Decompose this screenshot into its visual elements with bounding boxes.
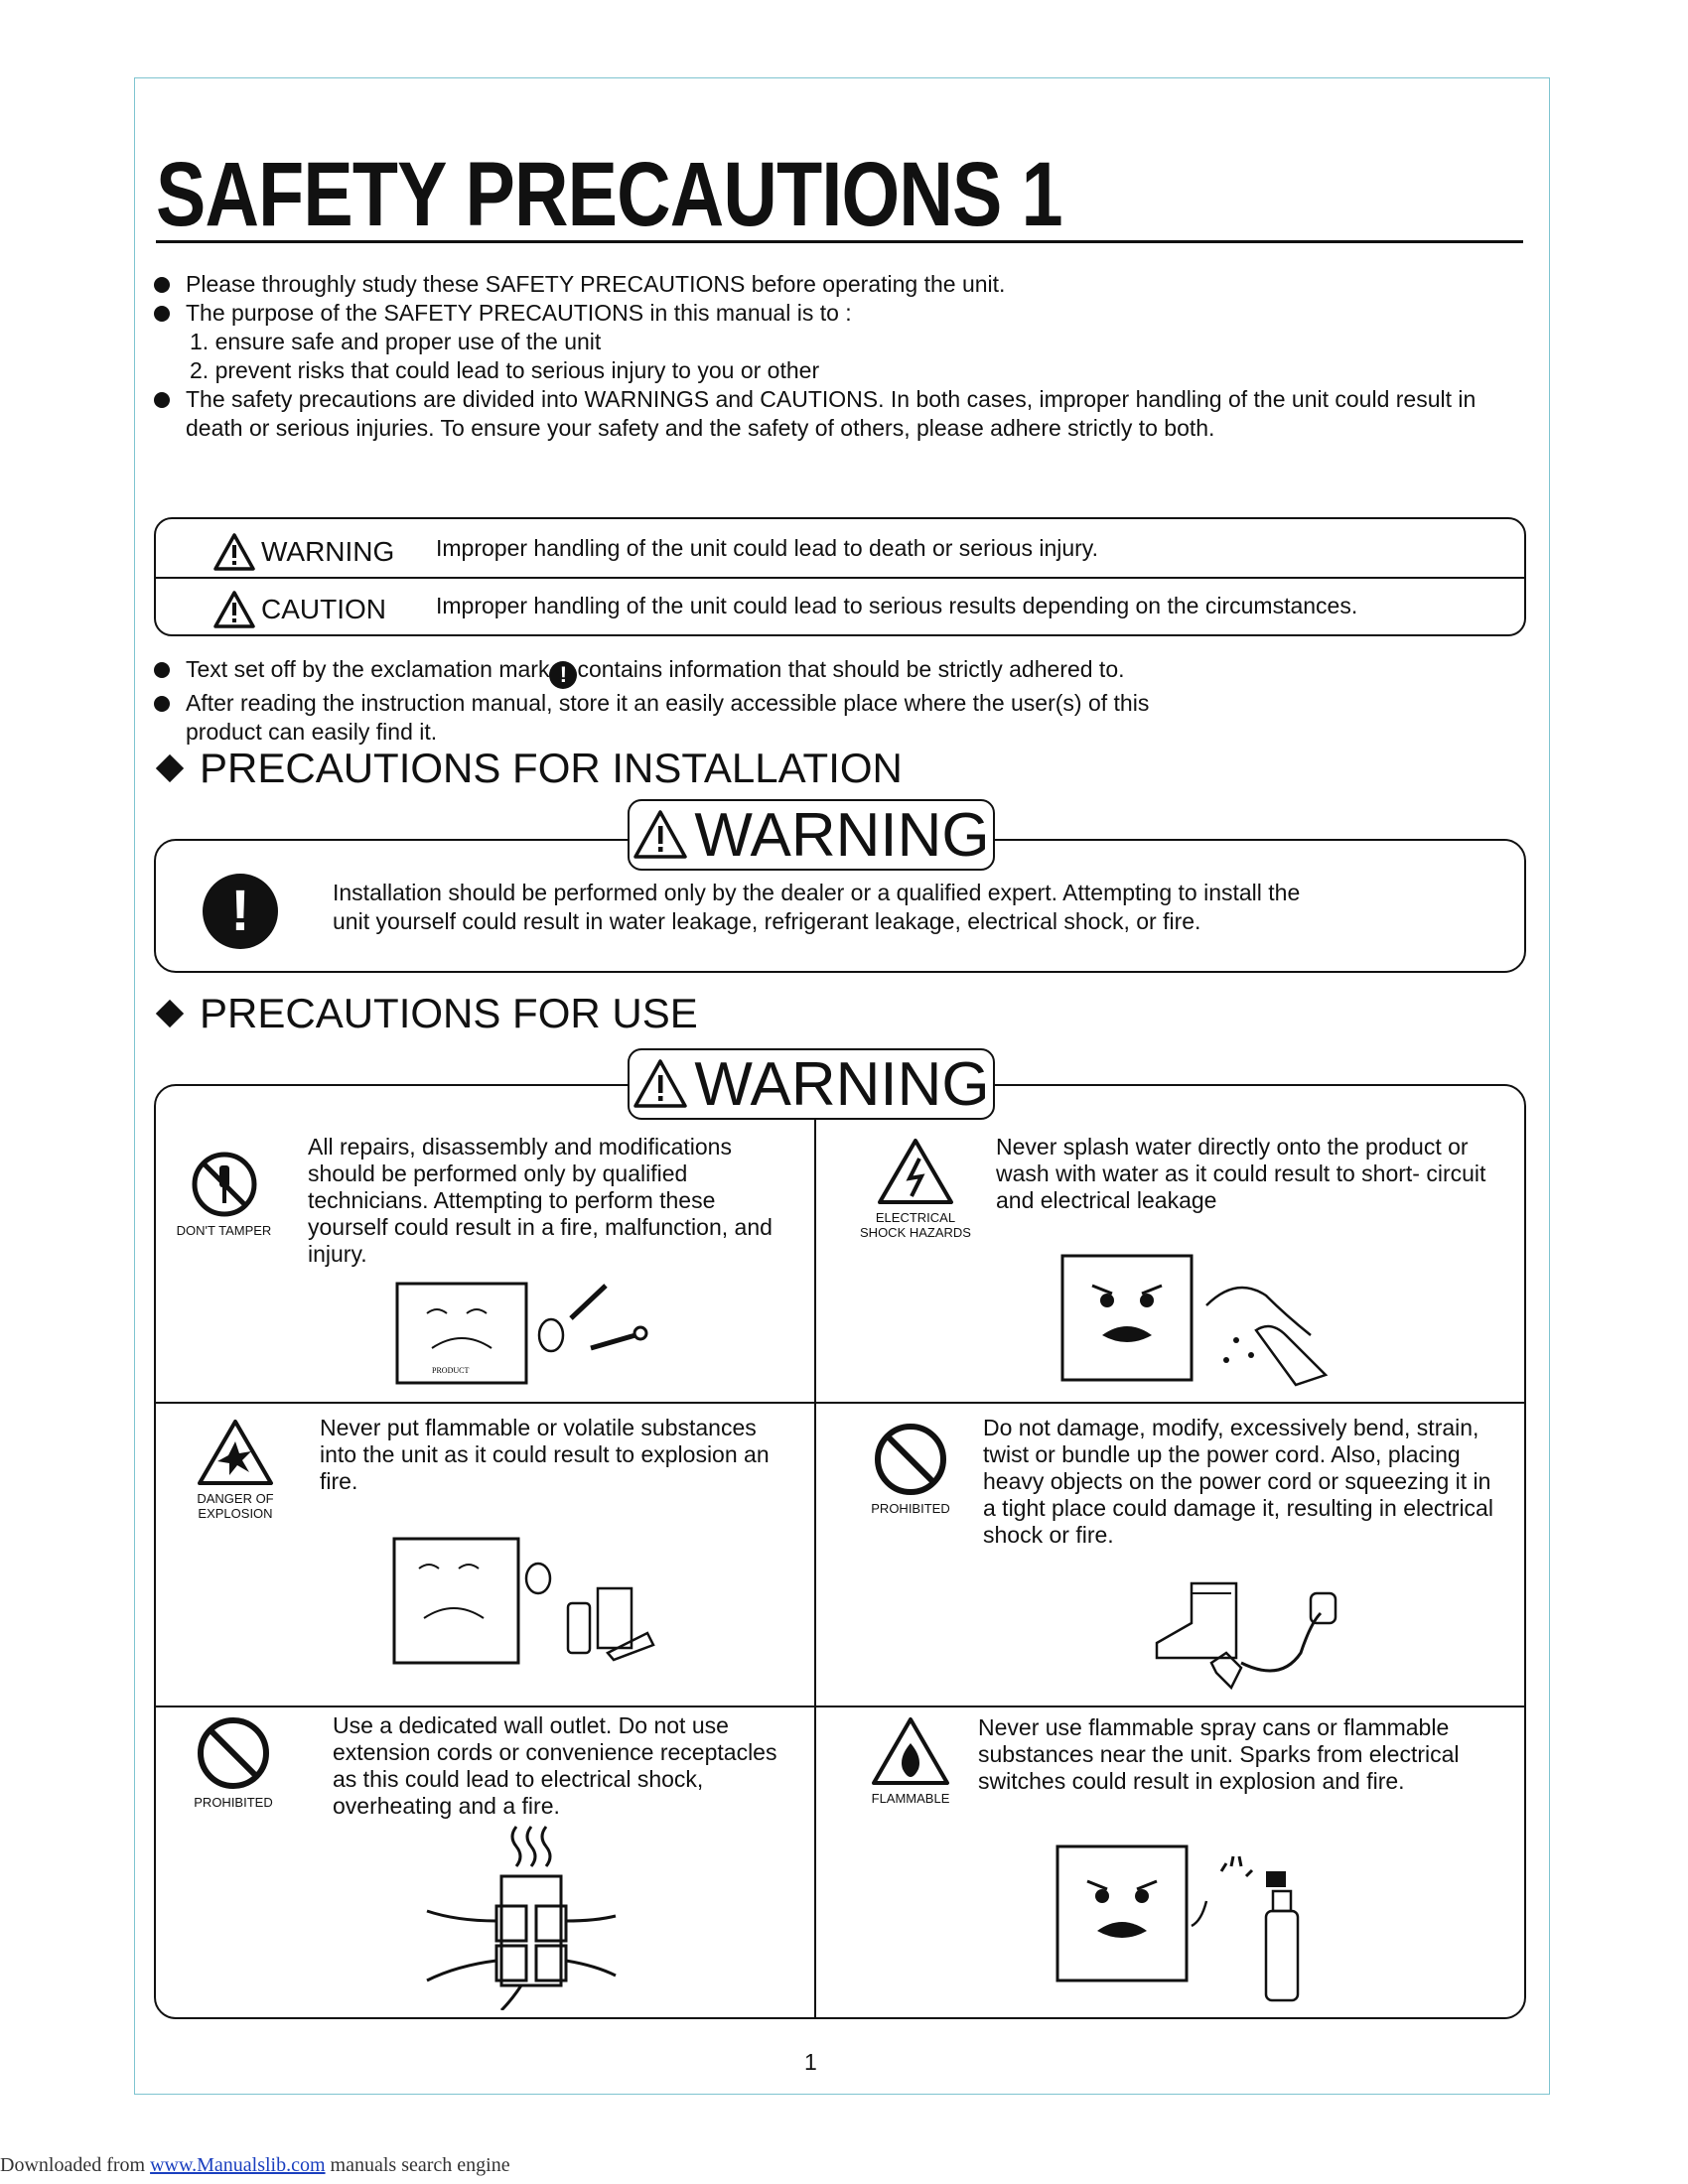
bullet-icon — [154, 696, 170, 712]
cell-text: All repairs, disassembly and modifications should be performed only by qualified technicians. Attempting to perform these yourself could result in a fire, malfunction, and injury. — [308, 1134, 773, 1267]
spray-can-illustration — [1053, 1842, 1321, 2005]
prohibited-sign — [856, 1422, 965, 1516]
bullet-icon — [154, 306, 170, 322]
cell-text: Never put flammable or volatile substances into the unit as it could result to explosion an fire. — [320, 1415, 770, 1494]
footer-suffix: manuals search engine — [325, 2154, 510, 2176]
intro-text: The safety precautions are divided into WARNINGS and CAUTIONS. In both cases, improper handling of the unit could result in death or serious injuries. To ensure your safety and the safety of others, please adhere strictly to both. — [186, 386, 1477, 441]
page-number: 1 — [804, 2049, 817, 2075]
intro-text: Please throughly study these SAFETY PRECAUTIONS before operating the unit. — [186, 271, 1006, 297]
icon-caption: DON'T TAMPER — [176, 1223, 272, 1238]
intro-text: The purpose of the SAFETY PRECAUTIONS in this manual is to : — [186, 300, 852, 326]
note-text: contains information that should be strictly adhered to. — [577, 656, 1125, 682]
legend-table — [154, 517, 1526, 636]
intro-bullet — [154, 299, 1534, 328]
warning-triangle-icon — [633, 1058, 688, 1110]
warning-tab-text: WARNING — [694, 1049, 990, 1119]
icon-caption: DANGER OF — [197, 1491, 274, 1506]
icon-caption: ELECTRICAL — [875, 1210, 956, 1225]
legend-warning-label — [213, 533, 394, 571]
note-text: Text set off by the exclamation mark — [186, 656, 550, 682]
title-rule — [156, 240, 1523, 243]
caution-triangle-icon — [213, 591, 255, 628]
legend-row-caution — [156, 577, 1524, 634]
warning-triangle-icon — [213, 533, 255, 571]
grid-divider — [814, 1120, 816, 2019]
explosion-icon — [196, 1418, 275, 1487]
bullet-icon — [154, 662, 170, 678]
product-label: PRODUCT — [432, 1366, 470, 1375]
warning-tab-text: WARNING — [694, 800, 990, 870]
intro-subitem: 1. ensure safe and proper use of the unit — [190, 329, 602, 354]
use-heading — [154, 990, 698, 1037]
grid-divider — [154, 1706, 1526, 1707]
intro-bullet — [154, 385, 1516, 443]
icon-caption: EXPLOSION — [198, 1506, 273, 1521]
cell-text: Never use flammable spray cans or flammable substances near the unit. Sparks from electrical switches could result in explosion and fire. — [978, 1714, 1460, 1794]
icon-caption: PROHIBITED — [194, 1795, 273, 1810]
intro-subitem: 2. prevent risks that could lead to serious injury to you or other — [190, 357, 820, 383]
caution-label-text: CAUTION — [261, 594, 386, 624]
manualslib-link[interactable]: www.Manualslib.com — [150, 2154, 326, 2176]
exclamation-icon: ! — [549, 661, 577, 689]
prohibited-icon — [873, 1422, 948, 1497]
footer — [0, 2154, 510, 2177]
notes — [154, 655, 1445, 747]
power-cord-step-illustration — [1152, 1573, 1350, 1693]
no-tamper-icon — [190, 1150, 259, 1219]
note-item — [154, 655, 1445, 689]
cell-text: Never splash water directly onto the product or wash with water as it could result to short- circuit and electrical leakage — [996, 1134, 1486, 1213]
flammable-into-unit-illustration — [389, 1534, 657, 1668]
legend-caution-desc: Improper handling of the unit could lead to serious results depending on the circumstances. — [436, 593, 1358, 618]
installation-warning-tab — [628, 799, 995, 871]
diamond-icon — [156, 1000, 184, 1027]
warning-label-text: WARNING — [261, 536, 395, 567]
use-warning-tab — [628, 1048, 995, 1120]
flammable-icon — [870, 1715, 951, 1787]
intro-bullet — [154, 270, 1534, 299]
explosion-danger-sign — [171, 1418, 300, 1521]
note-text: After reading the instruction manual, store it an easily accessible place where the user(s) of this product can easily find it. — [186, 690, 1150, 745]
product-tamper-illustration — [392, 1274, 650, 1393]
icon-caption: PROHIBITED — [871, 1501, 950, 1516]
legend-caution-label — [213, 591, 386, 628]
cell-text: Do not damage, modify, excessively bend, strain, twist or bundle up the power cord. Also, placing heavy objects on the power cord or squeezing it in a tight place could damage it, resulting in electrical shock or fire. — [983, 1415, 1493, 1548]
prohibited-sign — [179, 1715, 288, 1810]
legend-warning-desc: Improper handling of the unit could lead to death or serious injury. — [436, 535, 1098, 561]
use-heading-text: PRECAUTIONS FOR USE — [200, 990, 698, 1036]
dont-tamper-sign — [167, 1150, 281, 1238]
icon-caption: FLAMMABLE — [871, 1791, 950, 1806]
installation-heading — [154, 745, 903, 792]
diamond-icon — [156, 754, 184, 782]
electrical-shock-sign — [856, 1137, 975, 1240]
exclamation-icon: ! — [203, 874, 278, 949]
icon-caption: SHOCK HAZARDS — [860, 1225, 971, 1240]
flammable-sign — [856, 1715, 965, 1806]
page-title: SAFETY PRECAUTIONS 1 — [156, 144, 1062, 245]
legend-row-warning — [156, 519, 1524, 579]
note-item — [154, 689, 1208, 747]
water-splash-illustration — [1057, 1246, 1345, 1395]
overloaded-outlet-illustration — [422, 1822, 621, 2010]
warning-triangle-icon — [633, 809, 688, 861]
installation-heading-text: PRECAUTIONS FOR INSTALLATION — [200, 745, 903, 791]
prohibited-icon — [196, 1715, 271, 1791]
grid-divider — [154, 1402, 1526, 1404]
bullet-icon — [154, 277, 170, 293]
cell-text: Use a dedicated wall outlet. Do not use extension cords or convenience receptacles as this could lead to electrical shock, overheating and a fire. — [333, 1712, 777, 1819]
footer-prefix: Downloaded from — [0, 2154, 151, 2176]
intro-bullets — [154, 270, 1534, 443]
installation-text: Installation should be performed only by the dealer or a qualified expert. Attempting to install the unit yourself could result in water leakage, refrigerant leakage, electrical shock, or fire. — [333, 880, 1301, 934]
bullet-icon — [154, 392, 170, 408]
electrical-shock-icon — [876, 1137, 955, 1206]
